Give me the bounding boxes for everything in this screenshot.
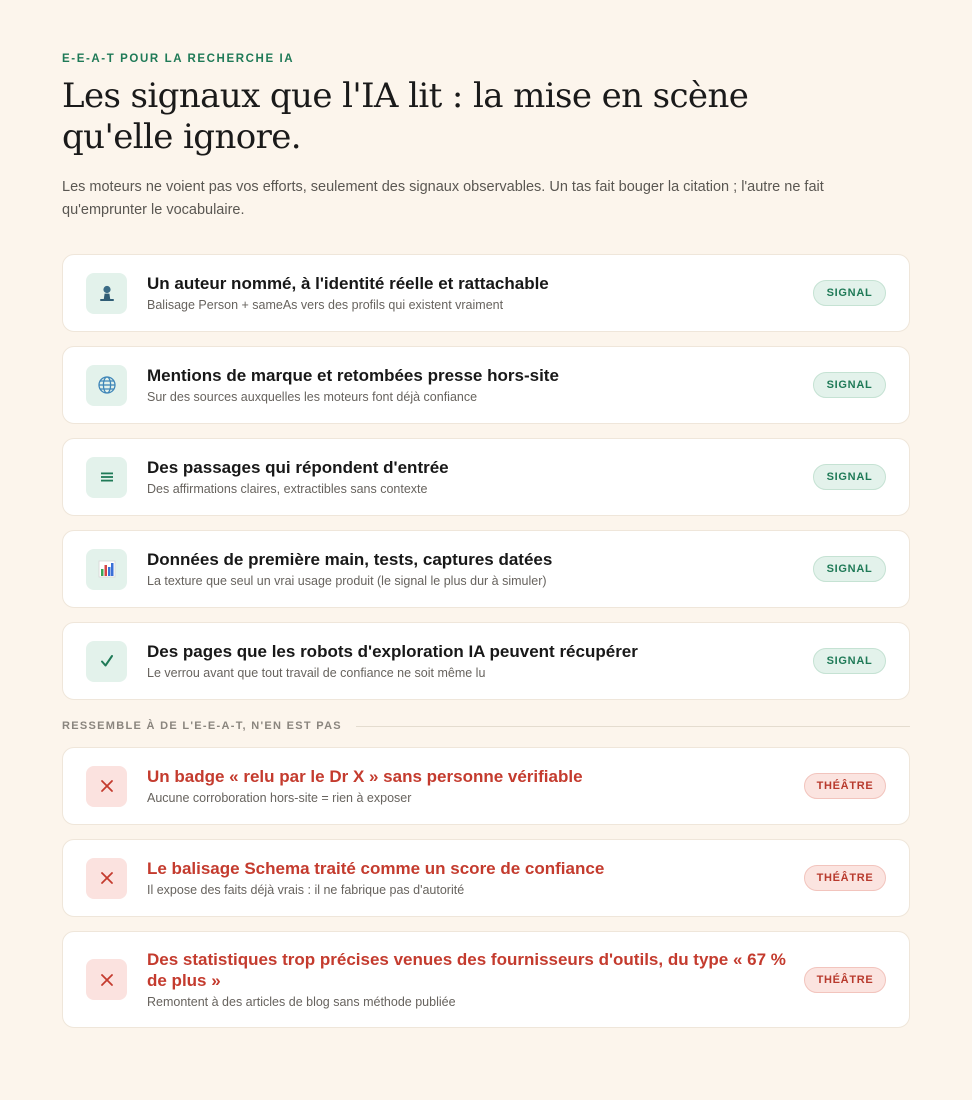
eyebrow: E-E-A-T POUR LA RECHERCHE IA — [62, 53, 295, 65]
close-icon — [86, 766, 127, 807]
signal-card — [62, 530, 910, 608]
signal-subtitle: Balisage Person + sameAs vers des profils qui existent vraiment — [147, 298, 504, 312]
signal-title: Des pages que les robots d'exploration IA peuvent récupérer — [147, 642, 638, 661]
theatre-badge: THÉÂTRE — [804, 865, 886, 891]
signal-title: Un auteur nommé, à l'identité réelle et rattachable — [147, 274, 549, 293]
theatre-subtitle: Remontent à des articles de blog sans méthode publiée — [147, 995, 456, 1009]
theatre-subtitle: Aucune corroboration hors-site = rien à exposer — [147, 791, 412, 805]
signal-badge: SIGNAL — [813, 556, 886, 582]
theatre-list — [62, 747, 910, 1028]
signal-badge: SIGNAL — [813, 464, 886, 490]
signal-card — [62, 622, 910, 700]
signal-subtitle: La texture que seul un vrai usage produit (le signal le plus dur à simuler) — [147, 574, 547, 588]
signal-subtitle: Des affirmations claires, extractibles sans contexte — [147, 482, 428, 496]
signal-subtitle: Sur des sources auxquelles les moteurs font déjà confiance — [147, 390, 478, 404]
lede: Les moteurs ne voient pas vos efforts, seulement des signaux observables. Un tas fait bouger la citation ; l'autre ne fait qu'emprunter le vocabulaire. — [62, 179, 824, 218]
signal-title: Données de première main, tests, captures datées — [147, 550, 553, 569]
section-divider — [62, 720, 910, 732]
theatre-title: Le balisage Schema traité comme un score de confiance — [147, 859, 605, 878]
lines-icon — [86, 457, 127, 498]
close-icon — [86, 858, 127, 899]
theatre-title: Un badge « relu par le Dr X » sans personne vérifiable — [147, 767, 583, 786]
signal-badge: SIGNAL — [813, 280, 886, 306]
close-icon — [86, 959, 127, 1000]
theatre-badge: THÉÂTRE — [804, 967, 886, 993]
person-icon — [86, 273, 127, 314]
signal-title: Des passages qui répondent d'entrée — [147, 458, 449, 477]
theatre-card — [62, 747, 910, 825]
divider-line — [356, 726, 910, 727]
signal-list — [62, 254, 910, 700]
signal-badge: SIGNAL — [813, 372, 886, 398]
bar-chart-icon — [86, 549, 127, 590]
signal-card — [62, 438, 910, 516]
theatre-subtitle: Il expose des faits déjà vrais : il ne fabrique pas d'autorité — [147, 883, 465, 897]
signal-title: Mentions de marque et retombées presse hors-site — [147, 366, 559, 385]
signal-card — [62, 346, 910, 424]
checkmark-icon — [86, 641, 127, 682]
theatre-title: Des statistiques trop précises venues des fournisseurs d'outils, du type « 67 % de plus » — [147, 950, 786, 990]
theatre-card — [62, 931, 910, 1028]
signal-subtitle: Le verrou avant que tout travail de confiance ne soit même lu — [147, 666, 486, 680]
theatre-badge: THÉÂTRE — [804, 773, 886, 799]
divider-label: RESSEMBLE À DE L'E-E-A-T, N'EN EST PAS — [62, 720, 342, 732]
globe-icon — [86, 365, 127, 406]
signal-card — [62, 254, 910, 332]
theatre-card — [62, 839, 910, 917]
page-title: Les signaux que l'IA lit : la mise en scène qu'elle ignore. — [62, 76, 749, 157]
signal-badge: SIGNAL — [813, 648, 886, 674]
